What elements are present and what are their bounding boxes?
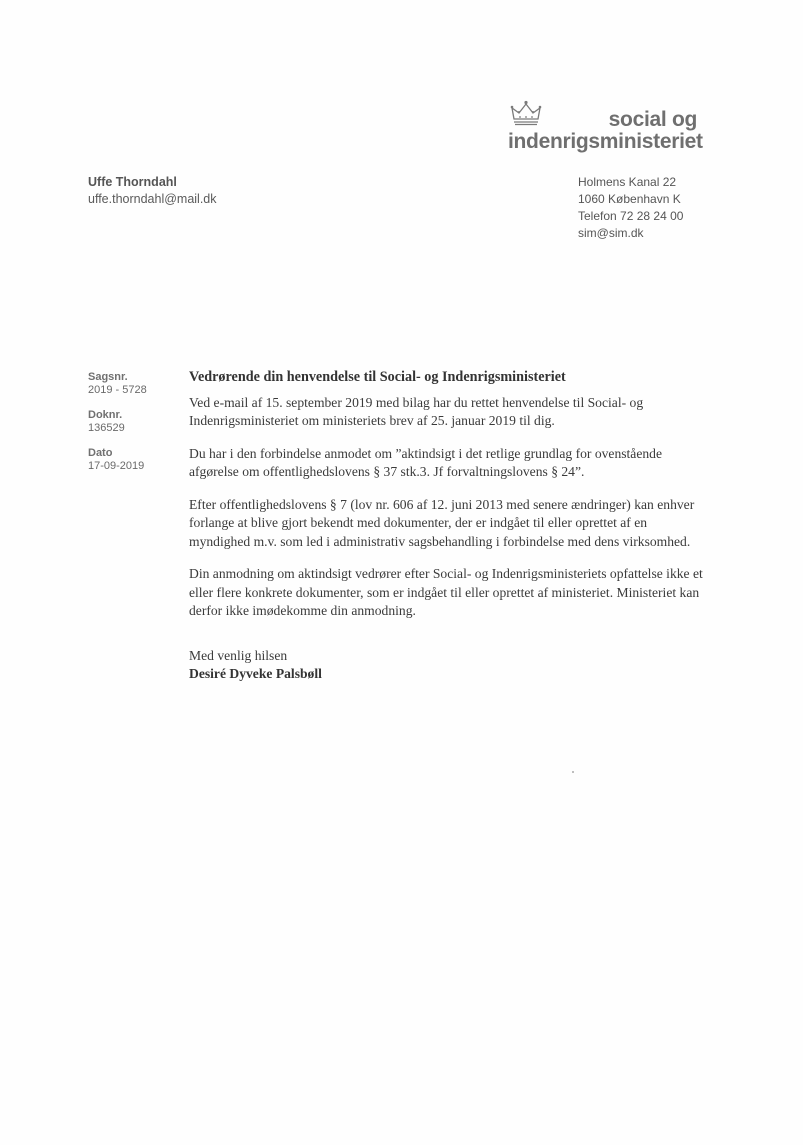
- scan-speck: [572, 771, 574, 773]
- doc-number-label: Doknr.: [88, 409, 123, 421]
- logo-text-line2: indenrigsministeriet: [508, 130, 703, 153]
- closing: [189, 647, 709, 684]
- greeting: Med venlig hilsen: [189, 647, 288, 663]
- date-label: Dato: [88, 447, 113, 459]
- address-street: Holmens Kanal 22: [578, 175, 677, 189]
- recipient-name: Uffe Thorndahl: [88, 175, 177, 189]
- address-email: sim@sim.dk: [578, 226, 644, 240]
- crown-icon: [510, 100, 542, 126]
- date-value: 17-09-2019: [88, 460, 145, 472]
- doc-number-value: 136529: [88, 422, 125, 434]
- case-number-label: Sagsnr.: [88, 371, 128, 383]
- ministry-logo: [506, 100, 701, 160]
- paragraph-2: Du har i den forbindelse anmodet om ”aktindsigt i det retlige grundlag for ovenstående afgørelse om offentlighedslovens § 37 stk.3. Jf forvaltningslovens § 24”.: [189, 445, 663, 479]
- address-city: 1060 København K: [578, 192, 681, 206]
- date-block: [88, 447, 178, 473]
- recipient-block: [88, 174, 217, 208]
- paragraph-3: Efter offentlighedslovens § 7 (lov nr. 606 af 12. juni 2013 med senere ændringer) kan enhver forlange at blive gjort bekendt med dokumenter, der er indgået til eller oprettet af en myndighed m.v. som led i administrativ sagsbehandling i forbindelse med dens virksomhed.: [189, 496, 695, 549]
- case-number-block: [88, 371, 178, 397]
- signature-name: Desiré Dyveke Palsbøll: [189, 666, 322, 681]
- letter-subject: Vedrørende din henvendelse til Social- og Indenrigsministeriet: [189, 369, 566, 385]
- case-number-value: 2019 - 5728: [88, 384, 147, 396]
- ministry-address: [578, 174, 683, 242]
- paragraph-1: Ved e-mail af 15. september 2019 med bilag har du rettet henvendelse til Social- og Indenrigsministeriet om ministeriets brev af 25. januar 2019 til dig.: [189, 394, 644, 428]
- address-phone: Telefon 72 28 24 00: [578, 209, 684, 223]
- doc-number-block: [88, 409, 178, 435]
- letter-body: [189, 368, 709, 684]
- logo-text-line1: social og: [608, 108, 697, 131]
- paragraph-4: Din anmodning om aktindsigt vedrører efter Social- og Indenrigsministeriets opfattelse ikke et eller flere konkrete dokumenter, som er indgået til eller oprettet af ministeriet. Ministeriet kan derfor ikke imødekomme din anmodning.: [189, 566, 703, 618]
- case-meta: [88, 371, 178, 485]
- recipient-email: uffe.thorndahl@mail.dk: [88, 192, 217, 206]
